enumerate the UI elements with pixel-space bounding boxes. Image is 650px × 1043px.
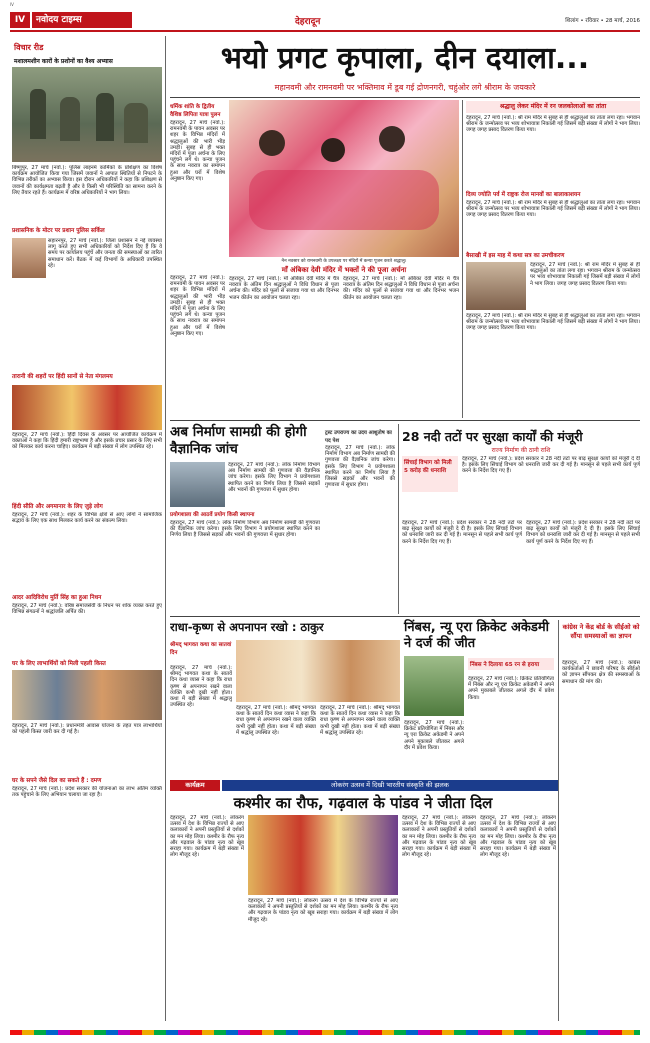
right-text-4: देहरादून, 27 मार्च (नवो.): श्री राम मंदिर में सुबह से ही श्रद्धालुओं का तांता लगा रहा। भगवान श्रीराम के जन्मोत्सव पर भव्य शोभायात्रा निकाली गई जिसमें बड़ी संख्या में लोगों ने भाग लिया। जगह जगह प्रसाद वितरण किया गया। bbox=[466, 313, 640, 332]
bottom-headline: कश्मीर का रौफ, गढ़वाल के पांडव ने जीता दिल bbox=[233, 794, 493, 812]
left-head-2: प्रशासनिक के मोटर पर प्रशान पुलिस सर्किल bbox=[12, 228, 105, 234]
side-text: देहरादून, 27 मार्च (नवो.): कांग्रेस कार्यकर्ताओं ने छावनी परिषद के सीईओ को ज्ञापन सौंपकर क्षेत्र की समस्याओं के समाधान की मांग की। bbox=[562, 660, 640, 685]
soldiers-photo bbox=[12, 67, 162, 162]
material-sub: प्रयोगशाला की आठवें प्रयोग किसी स्थापना bbox=[170, 512, 255, 518]
bottom-label: कार्यक्रम bbox=[170, 780, 220, 791]
lead-photo-caption: नैन नवसार को रामनवमी के उपलक्ष्य पर मंदिरों में कन्या पूजन करते श्रद्धालु। bbox=[281, 259, 407, 264]
material-text: देहरादून, 27 मार्च (नवो.): लोक निर्माण विभाग अब निर्माण सामग्री की गुणवत्ता की वैज्ञानिक जांच करेगा। इसके लिए विभाग ने प्रयोगशाला स्थापित करने का निर्णय लिया है जिससे सड़कों और भवनों की गुणवत्ता में सुधार होगा। bbox=[228, 462, 320, 493]
rivers-text-3: देहरादून, 27 मार्च (नवो.): प्रदेश सरकार ने 28 नदी तटों पर बाढ़ सुरक्षा कार्यों को मंजूरी दे दी है। इसके लिए सिंचाई विभाग को धनराशि जारी कर दी गई है। मानसून से पहले सभी कार्य पूर्ण करने के निर्देश दिए गए हैं। bbox=[526, 520, 640, 545]
group-photo-2 bbox=[12, 670, 162, 720]
left-story-2: सहारनपुर, 27 मार्च (नवो.): जिला प्रशासन ने नई व्यवस्था लागू करते हुए सभी अधिकारियों को निर्देश दिए हैं कि वे समय पर कार्यालय पहुंचें और जनता की समस्याओं का त्वरित समाधान करें। बैठक में कई विभागों के अधिकारी उपस्थित रहे। bbox=[48, 238, 162, 269]
left-head-6: घर के लिए लाभार्थियों को मिली पहली किस्त bbox=[12, 661, 106, 667]
right-box-head: श्रद्धालु लेकर मंदिर में रन जलकोलाओं का तांता bbox=[466, 101, 640, 113]
right-text-2: देहरादून, 27 मार्च (नवो.): श्री राम मंदिर में सुबह से ही श्रद्धालुओं का तांता लगा रहा। भगवान श्रीराम के जन्मोत्सव पर भव्य शोभायात्रा निकाली गई जिसमें बड़ी संख्या में लोगों ने भाग लिया। जगह जगह प्रसाद वितरण किया गया। bbox=[466, 200, 640, 219]
lead-col-b1: देहरादून, 27 मार्च (नवो.): माँ अंबिका देवी मंदिर में चैत्र नवरात्र के अंतिम दिन श्रद्धालुओं ने विधि विधान से पूजा अर्चना की। मंदिर को फूलों से सजाया गया था और दिनभर भजन कीर्तन का आयोजन चलता रहा। bbox=[229, 276, 339, 301]
bottom-text-2: देहरादून, 27 मार्च (नवो.): लोकरंग उत्सव में देश के विभिन्न राज्यों से आए कलाकारों ने अपनी प्रस्तुतियों से दर्शकों का मन मोह लिया। कश्मीर के रौफ नृत्य और गढ़वाल के पांडव नृत्य को खूब सराहा गया। कार्यक्रम में बड़ी संख्या में लोग मौजूद रहे। bbox=[248, 898, 398, 923]
cricket-sub: निंबस ने दिलाया 65 रन से हराया bbox=[468, 658, 554, 670]
person-photo-1 bbox=[12, 238, 46, 278]
left-story-4: देहरादून, 27 मार्च (नवो.): शहर के विभिन्न क्षेत्रों से आए लोगों ने सामाजिक सद्भाव के लिए एक साथ मिलकर कार्य करने का संकल्प लिया। bbox=[12, 512, 162, 525]
radha-photo bbox=[236, 640, 400, 702]
bottom-text-1: देहरादून, 27 मार्च (नवो.): लोकरंग उत्सव में देश के विभिन्न राज्यों से आए कलाकारों ने अपनी प्रस्तुतियों से दर्शकों का मन मोह लिया। कश्मीर के रौफ नृत्य और गढ़वाल के पांडव नृत्य को खूब सराहा गया। कार्यक्रम में बड़ी संख्या में लोग मौजूद रहे। bbox=[170, 815, 244, 859]
left-story-1: बिष्णुपुर, 27 मार्च (नवो.): पुलिस लाइनमें कार्मिकों के प्रशिक्षण का विशेष कार्यक्रम आयोजित किया गया जिसमें जवानों ने आपात स्थितियों से निपटने के विभिन्न तरीकों का अभ्यास किया। इस दौरान अधिकारियों ने कहा कि प्रशिक्षण से जवानों की कार्यक्षमता बढ़ती है और वे किसी भी परिस्थिति का सामना करने के लिए तैयार रहते हैं। कार्यक्रम में वरिष्ठ अधिकारियों ने भाग लिया। bbox=[12, 165, 162, 196]
lead-mid-head: माँ अंबिका देवी मंदिर में भक्तों ने की पूजा अर्चना bbox=[281, 266, 407, 274]
bottom-text-4: देहरादून, 27 मार्च (नवो.): लोकरंग उत्सव में देश के विभिन्न राज्यों से आए कलाकारों ने अपनी प्रस्तुतियों से दर्शकों का मन मोह लिया। कश्मीर के रौफ नृत्य और गढ़वाल के पांडव नृत्य को खूब सराहा गया। कार्यक्रम में बड़ी संख्या में लोग मौजूद रहे। bbox=[480, 815, 556, 859]
right-text-1: देहरादून, 27 मार्च (नवो.): श्री राम मंदिर में सुबह से ही श्रद्धालुओं का तांता लगा रहा। भगवान श्रीराम के जन्मोत्सव पर भव्य शोभायात्रा निकाली गई जिसमें बड़ी संख्या में लोगों ने भाग लिया। जगह जगह प्रसाद वितरण किया गया। bbox=[466, 115, 640, 134]
material-headline: अब निर्माण सामग्री की होगी वैज्ञानिक जांच bbox=[170, 424, 307, 457]
page-number: IV bbox=[10, 12, 30, 28]
side-head: कांग्रेस ने केंद्र बोर्ड के सीईओ को सौंपा समस्याओं का ज्ञापन bbox=[562, 623, 640, 640]
left-sub-head: मशालमशीन कारों के प्रशोनों का वैश्य अभ्यास bbox=[14, 58, 113, 65]
lead-col-a: देहरादून, 27 मार्च (नवो.): रामनवमी के पावन अवसर पर शहर के विभिन्न मंदिरों में श्रद्धालुओं की भारी भीड़ उमड़ी। सुबह से ही भक्त मंदिरों में पूजा अर्चना के लिए पहुंचने लगे थे। कन्या पूजन के साथ नवरात्र का समापन हुआ और घरों में विशेष अनुष्ठान किए गए। bbox=[170, 120, 225, 182]
mid-small-head: ट्रस्ट उपराज्य का उदय आशुतोष का पद पेश bbox=[325, 430, 392, 444]
radha-sub: श्रीमद् भागवत कथा का सातवां दिन bbox=[170, 642, 232, 656]
material-text-2: देहरादून, 27 मार्च (नवो.): लोक निर्माण विभाग अब निर्माण सामग्री की गुणवत्ता की वैज्ञानिक जांच करेगा। इसके लिए विभाग ने प्रयोगशाला स्थापित करने का निर्णय लिया है जिससे सड़कों और भवनों की गुणवत्ता में सुधार होगा। bbox=[170, 520, 320, 539]
group-photo-1 bbox=[12, 385, 162, 430]
left-story-7: देहरादून, 27 मार्च (नवो.): प्रदेश सरकार की योजनाओं का लाभ अंतिम व्यक्ति तक पहुंचाने के लिए अभियान चलाया जा रहा है। bbox=[12, 786, 162, 799]
lead-col-b2: देहरादून, 27 मार्च (नवो.): माँ अंबिका देवी मंदिर में चैत्र नवरात्र के अंतिम दिन श्रद्धालुओं ने विधि विधान से पूजा अर्चना की। मंदिर को फूलों से सजाया गया था और दिनभर भजन कीर्तन का आयोजन चलता रहा। bbox=[343, 276, 459, 301]
lead-photo bbox=[229, 100, 459, 257]
left-story-5: देहरादून, 27 मार्च (नवो.): वरिष्ठ समाजसेवी के निधन पर शोक व्यक्त करते हुए विभिन्न संगठनों ने श्रद्धांजलि अर्पित की। bbox=[12, 603, 162, 616]
lead-headline: भयो प्रगट कृपाला, दीन दयाला... bbox=[220, 41, 590, 76]
rivers-box: सिंचाई विभाग को मिली 5 करोड़ की धनराशि bbox=[402, 456, 458, 492]
right-head-3: बैसाखी में इस माह में कथा सत्र का उमचीकरण bbox=[466, 253, 565, 259]
left-story-3: देहरादून, 27 मार्च (नवो.): हिंदी दिवस के अवसर पर आयोजित कार्यक्रम में वक्ताओं ने कहा कि हिंदी हमारी राष्ट्रभाषा है और इसके प्रचार प्रसार के लिए सभी को मिलकर कार्य करना चाहिए। कार्यक्रम में बड़ी संख्या में लोग उपस्थित रहे। bbox=[12, 432, 162, 451]
top-mini-line: IV bbox=[10, 2, 14, 7]
left-head-5: आदर आदिविरोध मुर्ति सिंह का हुआ निधन bbox=[12, 595, 102, 601]
material-photo bbox=[170, 462, 225, 507]
masthead-title: नवोदय टाइम्स bbox=[32, 12, 132, 28]
cricket-text-2: देहरादून, 27 मार्च (नवो.): क्रिकेट प्रतियोगिता में निंबस और न्यू एरा क्रिकेट अकेडमी ने अपने अपने मुकाबले जीतकर अगले दौर में प्रवेश किया। bbox=[404, 720, 464, 751]
bottom-photo bbox=[248, 815, 398, 895]
rivers-headline: 28 नदी तटों पर सुरक्षा कार्यों की मंजूरी bbox=[402, 429, 583, 444]
radha-text: देहरादून, 27 मार्च (नवो.): श्रीमद् भागवत कथा के सातवें दिन कथा व्यास ने कहा कि राधा कृष्ण से अपनापन रखने वाला व्यक्ति कभी दुखी नहीं होता। कथा में बड़ी संख्या में श्रद्धालु उपस्थित रहे। bbox=[170, 665, 232, 709]
right-text-3: देहरादून, 27 मार्च (नवो.): श्री राम मंदिर में सुबह से ही श्रद्धालुओं का तांता लगा रहा। भगवान श्रीराम के जन्मोत्सव पर भव्य शोभायात्रा निकाली गई जिसमें बड़ी संख्या में लोगों ने भाग लिया। जगह जगह प्रसाद वितरण किया गया। bbox=[530, 262, 640, 287]
lead-col-a2: देहरादून, 27 मार्च (नवो.): रामनवमी के पावन अवसर पर शहर के विभिन्न मंदिरों में श्रद्धालुओं की भारी भीड़ उमड़ी। सुबह से ही भक्त मंदिरों में पूजा अर्चना के लिए पहुंचने लगे थे। कन्या पूजन के साथ नवरात्र का समापन हुआ और घरों में विशेष अनुष्ठान किए गए। bbox=[170, 275, 225, 337]
section-tag: विचार रीड bbox=[14, 43, 44, 52]
left-story-6: देहरादून, 27 मार्च (नवो.): प्रधानमंत्री आवास योजना के तहत पात्र लाभार्थियों को पहली किस्त जारी कर दी गई है। bbox=[12, 723, 162, 736]
left-head-7: घर के सपने जैसे दिल का सकते हैं : दमण bbox=[12, 778, 102, 784]
bottom-color-strip bbox=[10, 1030, 640, 1035]
lead-left-sub: धर्मिक शांति के द्वितीय वैशिष्ठ लिपिता यात्रा पुलन bbox=[170, 104, 221, 118]
city-tab: देहरादून bbox=[295, 17, 321, 27]
radha-text-2: देहरादून, 27 मार्च (नवो.): श्रीमद् भागवत कथा के सातवें दिन कथा व्यास ने कहा कि राधा कृष्ण से अपनापन रखने वाला व्यक्ति कभी दुखी नहीं होता। कथा में बड़ी संख्या में श्रद्धालु उपस्थित रहे। bbox=[236, 705, 316, 736]
bottom-kicker: लोकरंग उत्सव में दिखी भारतीय संस्कृति की झलक bbox=[222, 780, 558, 791]
rivers-text-2: देहरादून, 27 मार्च (नवो.): प्रदेश सरकार ने 28 नदी तटों पर बाढ़ सुरक्षा कार्यों को मंजूरी दे दी है। इसके लिए सिंचाई विभाग को धनराशि जारी कर दी गई है। मानसून से पहले सभी कार्य पूर्ण करने के निर्देश दिए गए हैं। bbox=[402, 520, 522, 545]
date-line: शिलांग • रविवार • 28 मार्च, 2016 bbox=[565, 18, 640, 24]
cricket-headline: निंबस, न्यू एरा क्रिकेट अकेडमी ने दर्ज की जीत bbox=[404, 620, 549, 651]
rivers-text: देहरादून, 27 मार्च (नवो.): प्रदेश सरकार ने 28 नदी तटों पर बाढ़ सुरक्षा कार्यों को मंजूरी दे दी है। इसके लिए सिंचाई विभाग को धनराशि जारी कर दी गई है। मानसून से पहले सभी कार्य पूर्ण करने के निर्देश दिए गए हैं। bbox=[462, 456, 640, 475]
lead-subhead: महानवमी और रामनवमी पर भक्तिमाव में डूब गई द्रोणनगरी, चहुंओर लगे श्रीराम के जयकारे bbox=[274, 83, 536, 92]
radha-headline: राधा-कृष्ण से अपनापन रखो : ठाकुर bbox=[170, 620, 324, 634]
left-head-4: हिंदी सीति और अगमानार के लिए जुड़े लोग bbox=[12, 504, 103, 510]
right-photo bbox=[466, 262, 526, 310]
right-head-2: दिव्य ज्योति पर्व में राष्ट्रक रोज मानवों का बालाकाशयन bbox=[466, 192, 581, 198]
cricket-text: देहरादून, 27 मार्च (नवो.): क्रिकेट प्रतियोगिता में निंबस और न्यू एरा क्रिकेट अकेडमी ने अपने अपने मुकाबले जीतकर अगले दौर में प्रवेश किया। bbox=[468, 676, 554, 701]
rivers-sub: राज्य निर्माण की ठानी राशि bbox=[491, 447, 551, 454]
left-head-3: तारानी की शहरों पर हिंदी सानों से नेता मंगलमय bbox=[12, 374, 113, 380]
radha-text-3: देहरादून, 27 मार्च (नवो.): श्रीमद् भागवत कथा के सातवें दिन कथा व्यास ने कहा कि राधा कृष्ण से अपनापन रखने वाला व्यक्ति कभी दुखी नहीं होता। कथा में बड़ी संख्या में श्रद्धालु उपस्थित रहे। bbox=[320, 705, 400, 736]
cricket-photo bbox=[404, 656, 464, 716]
bottom-text-3: देहरादून, 27 मार्च (नवो.): लोकरंग उत्सव में देश के विभिन्न राज्यों से आए कलाकारों ने अपनी प्रस्तुतियों से दर्शकों का मन मोह लिया। कश्मीर के रौफ नृत्य और गढ़वाल के पांडव नृत्य को खूब सराहा गया। कार्यक्रम में बड़ी संख्या में लोग मौजूद रहे। bbox=[402, 815, 476, 859]
mid-small-text: देहरादून, 27 मार्च (नवो.): लोक निर्माण विभाग अब निर्माण सामग्री की गुणवत्ता की वैज्ञानिक जांच करेगा। इसके लिए विभाग ने प्रयोगशाला स्थापित करने का निर्णय लिया है जिससे सड़कों और भवनों की गुणवत्ता में सुधार होगा। bbox=[325, 445, 395, 489]
